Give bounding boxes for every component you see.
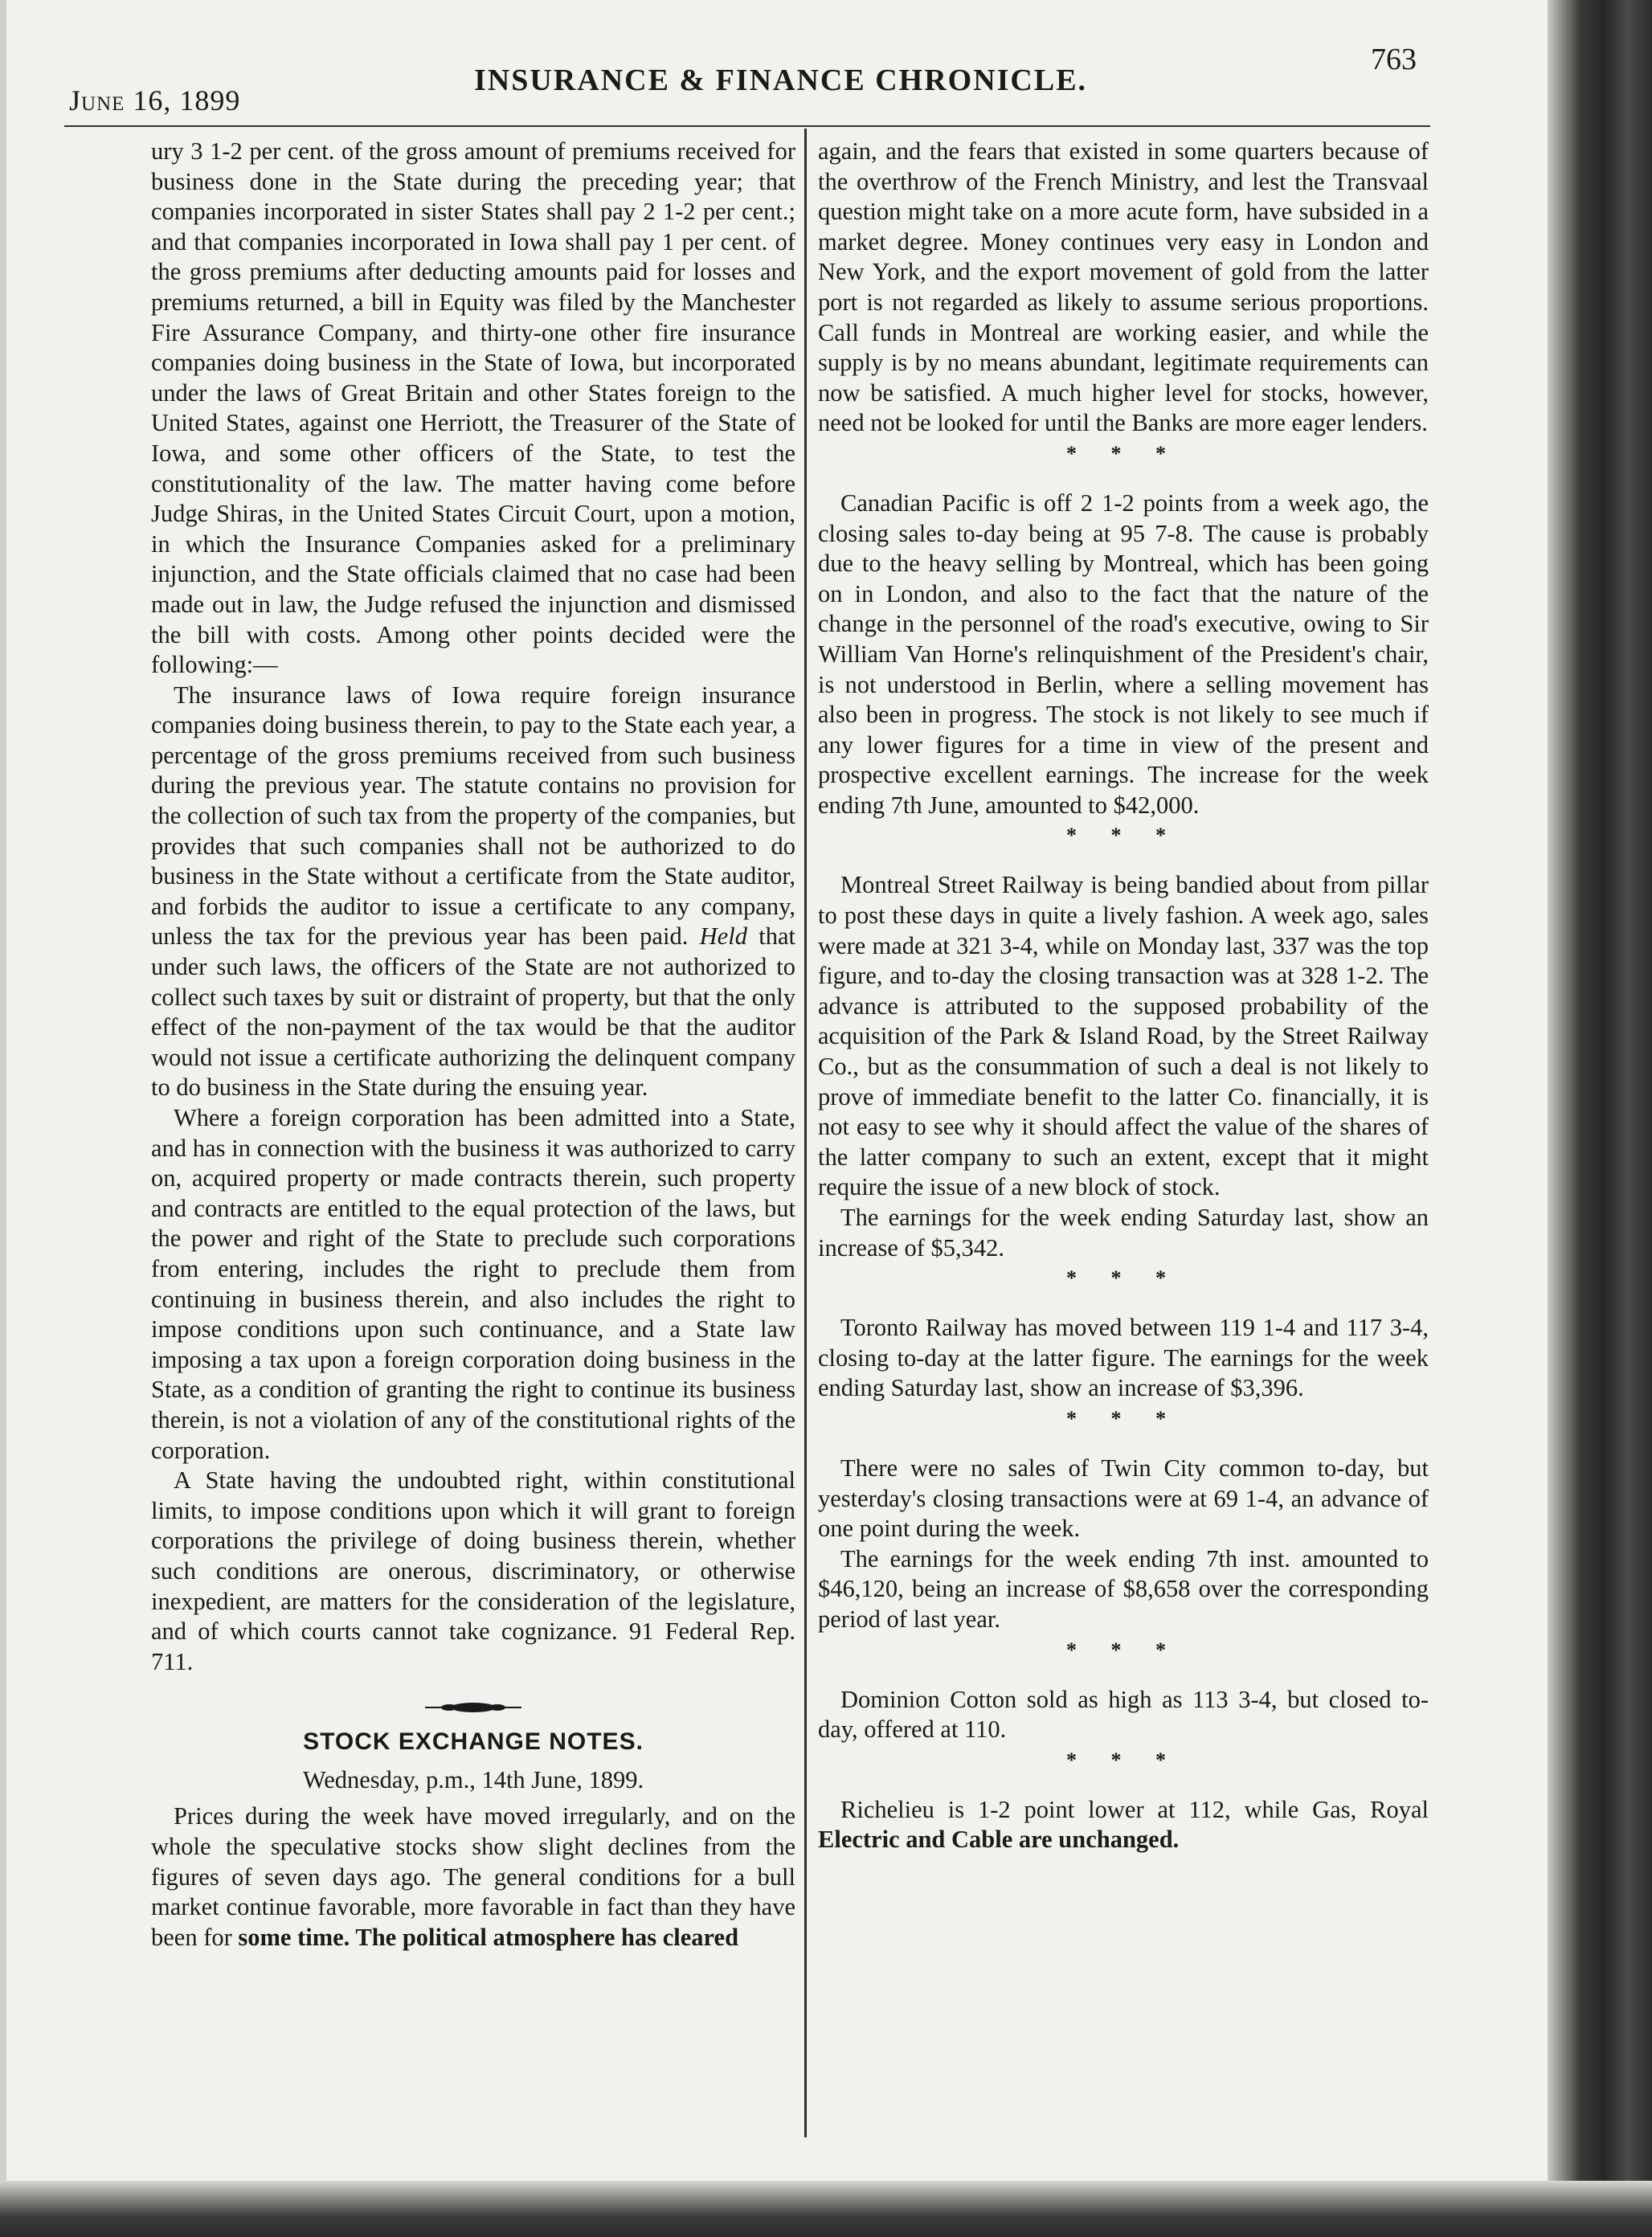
paragraph bbox=[151, 681, 795, 1103]
asterism-separator: * * * bbox=[1066, 1748, 1180, 1772]
paragraph-text: Richelieu is 1-2 point lower at 112, while Gas, Royal bbox=[840, 1795, 1429, 1823]
paragraph bbox=[151, 1801, 795, 1953]
paragraph: again, and the fears that existed in some quarters because of the overthrow of the French Ministry, and lest the Transvaal question might take on a more acute form, have subsided in a market degree. Money continues very easy in London and New York, and the export movement of gold from the latter port is not regarded as likely to assume serious proportions. Call funds in Montreal are working easier, and while the supply is by no means abundant, legitimate requirements can now be satisfied. A much higher level for stocks, however, need not be looked for until the Banks are more eager lenders. bbox=[818, 137, 1429, 437]
bold-text: Electric and Cable are unchanged. bbox=[818, 1826, 1180, 1854]
paragraph-text: Prices during the week have moved irregularly, and on the whole the speculative stocks show slight declines from the figures of seven days ago. The general conditions for a bull market continue favorable, more favorable in fact than they have been for bbox=[151, 1802, 795, 1951]
header-rule bbox=[64, 125, 1430, 127]
asterism-separator: * * * bbox=[1066, 441, 1180, 465]
paragraph: The earnings for the week ending 7th inst. amounted to $46,120, being an increase of $8,658 over the corresponding period of last year. bbox=[818, 1544, 1429, 1633]
paragraph: The earnings for the week ending Saturday last, show an increase of $5,342. bbox=[818, 1204, 1429, 1262]
paragraph: There were no sales of Twin City common to-day, but yesterday's closing transactions were at 69 1-4, an advance of one point during the week. bbox=[818, 1454, 1429, 1543]
scan-bottom-margin bbox=[0, 2181, 1652, 2237]
bold-text: some time. The political atmosphere has cleared bbox=[238, 1923, 739, 1951]
asterism-separator: * * * bbox=[1066, 824, 1180, 848]
publication-title: INSURANCE & FINANCE CHRONICLE. bbox=[474, 63, 1088, 97]
ornament-rule-icon bbox=[425, 1699, 521, 1716]
paragraph: Toronto Railway has moved between 119 1-4 and 117 3-4, closing to-day at the latter figure. The earnings for the week ending Saturday last, show an increase of $3,396. bbox=[818, 1314, 1429, 1402]
italic-word: Held bbox=[699, 922, 747, 951]
scan-right-margin bbox=[1548, 0, 1652, 2237]
paragraph: ury 3 1-2 per cent. of the gross amount of premiums received for business done in the State during the preceding year; that companies incorporated in sister States shall pay 2 1-2 per cent.; and that companies incorporated in Iowa shall pay 1 per cent. of the gross premiums after deducting amounts paid for losses and premiums returned, a bill in Equity was filed by the Manchester Fire Assurance Company, and thirty-one other fire insurance companies doing business in the State of Iowa, but incorporated under the laws of Great Britain and other States foreign to the United States, against one Herriott, the Treasurer of the State of Iowa, and some other officers of the State, to test the constitutionality of the law. The matter having come before Judge Shiras, in the United States Circuit Court, upon a motion, in which the Insurance Companies asked for a preliminary injunction, and the State officials claimed that no case had been made out in law, the Judge refused the injunction and dismissed the bill with costs. Among other points decided were the following:— bbox=[151, 137, 795, 679]
issue-date: June 16, 1899 bbox=[69, 84, 241, 117]
asterism-separator: * * * bbox=[1066, 1638, 1180, 1662]
dateline: Wednesday, p.m., 14th June, 1899. bbox=[302, 1765, 644, 1793]
paragraph: Montreal Street Railway is being bandied about from pillar to post these days in quite a lively fashion. A week ago, sales were made at 321 3-4, while on Monday last, 337 was the top figure, and to-day the closing transaction was at 328 1-2. The advance is attributed to the supposed probability of the acquisition of the Park & Island Road, by the Street Railway Co., but as the consummation of such a deal is not likely to prove of immediate benefit to the latter Co. financially, it is not easy to see why it should affect the value of the shares of the latter company to such an extent, except that it might require the issue of a new block of stock. bbox=[818, 871, 1429, 1201]
paragraph-text: The insurance laws of Iowa require foreign insurance companies doing business therein, to pay to the State each year, a percentage of the gross premiums received from such business during the previous year. The statute contains no provision for the collection of such tax from the property of the companies, but provides that such companies shall not be authorized to do business in the State without a certificate from the State auditor, and forbids the auditor to issue a certificate to any company, unless the tax for the previous year has been paid. bbox=[151, 681, 795, 951]
paragraph-text: that under such laws, the officers of the State are not authorized to collect such taxes by suit or distraint of property, but that the only effect of the non-payment of the tax would be that the auditor would not issue a certificate authorizing the delinquent company to do business in the State during the ensuing year. bbox=[151, 922, 796, 1102]
page-number: 763 bbox=[1371, 43, 1417, 76]
right-column bbox=[818, 137, 1429, 1855]
asterism-separator: * * * bbox=[1066, 1406, 1180, 1430]
column-divider bbox=[804, 129, 807, 2137]
asterism-separator: * * * bbox=[1066, 1266, 1180, 1290]
left-column bbox=[151, 137, 795, 1953]
section-heading: STOCK EXCHANGE NOTES. bbox=[303, 1728, 644, 1756]
paragraph: Dominion Cotton sold as high as 113 3-4, but closed to-day, offered at 110. bbox=[818, 1685, 1429, 1744]
paragraph bbox=[818, 1795, 1429, 1855]
paragraph: A State having the undoubted right, within constitutional limits, to impose conditions upon which it will grant to foreign corporations the privilege of doing business therein, whether such conditions are onerous, discriminatory, or otherwise inexpedient, are matters for the consideration of the legislature, and of which courts cannot take cognizance. 91 Federal Rep. 711. bbox=[151, 1466, 795, 1675]
paragraph: Canadian Pacific is off 2 1-2 points from a week ago, the closing sales to-day being at 95 7-8. The cause is probably due to the heavy selling by Montreal, which has been going on in London, and also to the fact that the nature of the change in the personnel of the road's executive, owing to Sir William Van Horne's relinquishment of the President's chair, is not understood in Berlin, where a selling movement has also been in progress. The stock is not likely to see much if any lower figures for a time in view of the present and prospective excellent earnings. The increase for the week ending 7th June, amounted to $42,000. bbox=[818, 489, 1429, 819]
paragraph: Where a foreign corporation has been admitted into a State, and has in connection with the business it was authorized to carry on, acquired property or made contracts therein, such property and contracts are entitled to the equal protection of the laws, but the power and right of the State to preclude such corporations from entering, includes the right to preclude them from continuing in business therein, and also includes the right to impose conditions upon such continuance, and a State law imposing a tax upon a foreign corporation doing business in the State, as a condition of granting the right to continue its business therein, is not a violation of any of the constitutional rights of the corporation. bbox=[151, 1104, 795, 1464]
ornament-divider bbox=[151, 1699, 795, 1716]
